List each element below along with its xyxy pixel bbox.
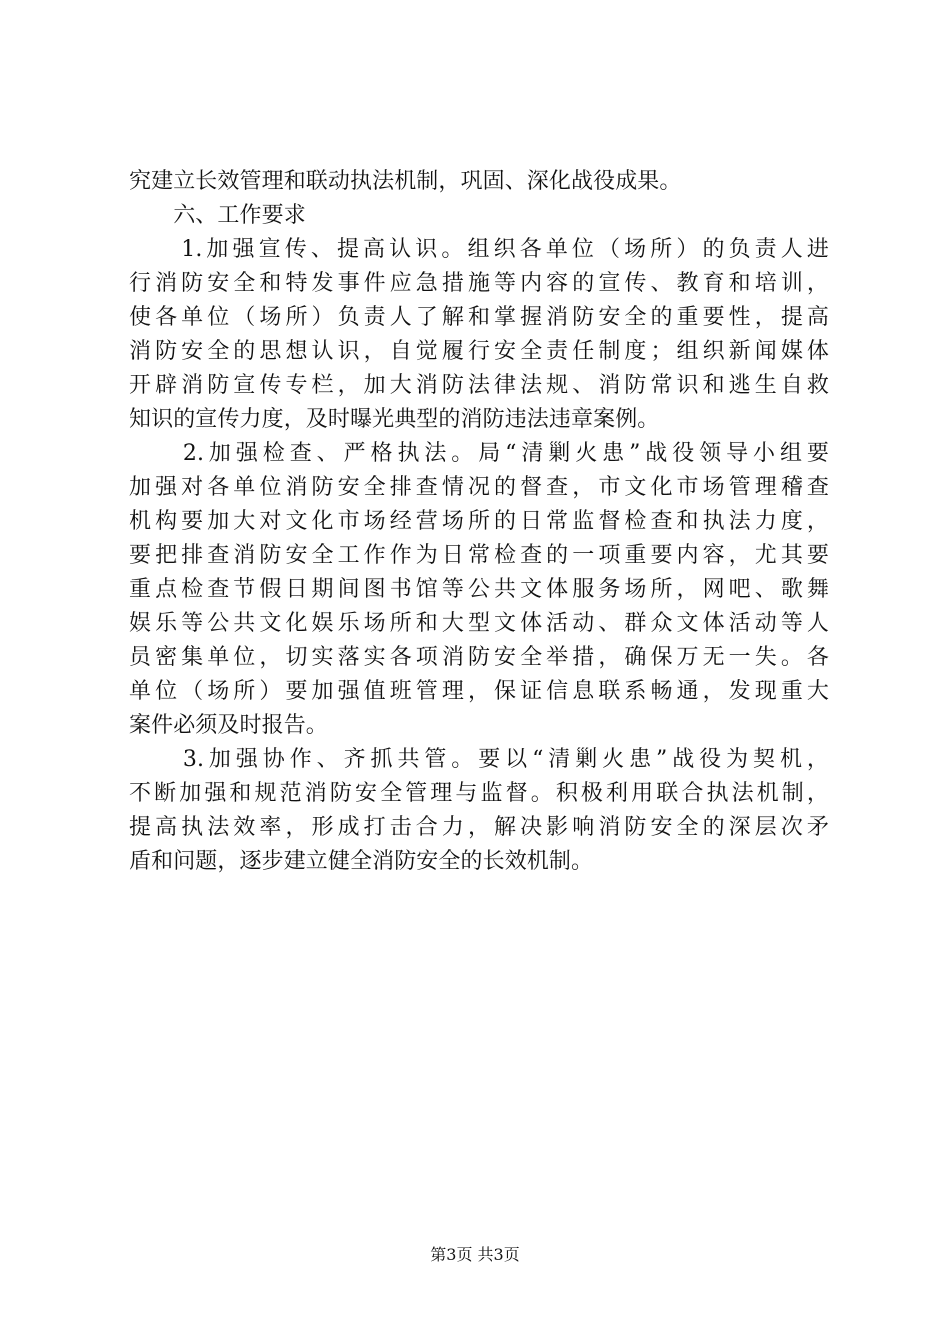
- page-footer: [0, 1245, 950, 1265]
- page-number-label: 第3页 共3页: [430, 1245, 520, 1264]
- document-body: [129, 165, 829, 879]
- section-heading: 六、工作要求: [129, 203, 306, 228]
- text-line: 单位（场所）要加强值班管理，保证信息联系畅通，发现重大: [129, 679, 829, 704]
- text-line: 究建立长效管理和联动执法机制，巩固、深化战役成果。: [129, 169, 682, 194]
- text-line: 盾和问题，逐步建立健全消防安全的长效机制。: [129, 849, 594, 874]
- text-line: 消防安全的思想认识，自觉履行安全责任制度；组织新闻媒体: [129, 339, 829, 364]
- text-line: 重点检查节假日期间图书馆等公共文体服务场所，网吧、歌舞: [129, 577, 829, 602]
- text-line: 要把排查消防安全工作作为日常检查的一项重要内容，尤其要: [129, 543, 829, 568]
- text-line: 员密集单位，切实落实各项消防安全举措，确保万无一失。各: [129, 645, 829, 670]
- text-line: 加强对各单位消防安全排查情况的督查，市文化市场管理稽查: [129, 475, 829, 500]
- text-line: 2.加强检查、严格执法。局“清剿火患”战役领导小组要: [129, 441, 829, 466]
- text-line: 开辟消防宣传专栏，加大消防法律法规、消防常识和逃生自救: [129, 373, 829, 398]
- text-line: 案件必须及时报告。: [129, 713, 328, 738]
- text-line: 3.加强协作、齐抓共管。要以“清剿火患”战役为契机，: [129, 747, 829, 772]
- text-line: 使各单位（场所）负责人了解和掌握消防安全的重要性，提高: [129, 305, 829, 330]
- text-line: 娱乐等公共文化娱乐场所和大型文体活动、群众文体活动等人: [129, 611, 829, 636]
- text-line: 不断加强和规范消防安全管理与监督。积极利用联合执法机制，: [129, 781, 829, 806]
- text-line: 提高执法效率，形成打击合力，解决影响消防安全的深层次矛: [129, 815, 829, 840]
- text-line: 机构要加大对文化市场经营场所的日常监督检查和执法力度，: [129, 509, 829, 534]
- text-line: 行消防安全和特发事件应急措施等内容的宣传、教育和培训，: [129, 271, 829, 296]
- text-line: 知识的宣传力度，及时曝光典型的消防违法违章案例。: [129, 407, 660, 432]
- text-line: 1.加强宣传、提高认识。组织各单位（场所）的负责人进: [129, 237, 829, 262]
